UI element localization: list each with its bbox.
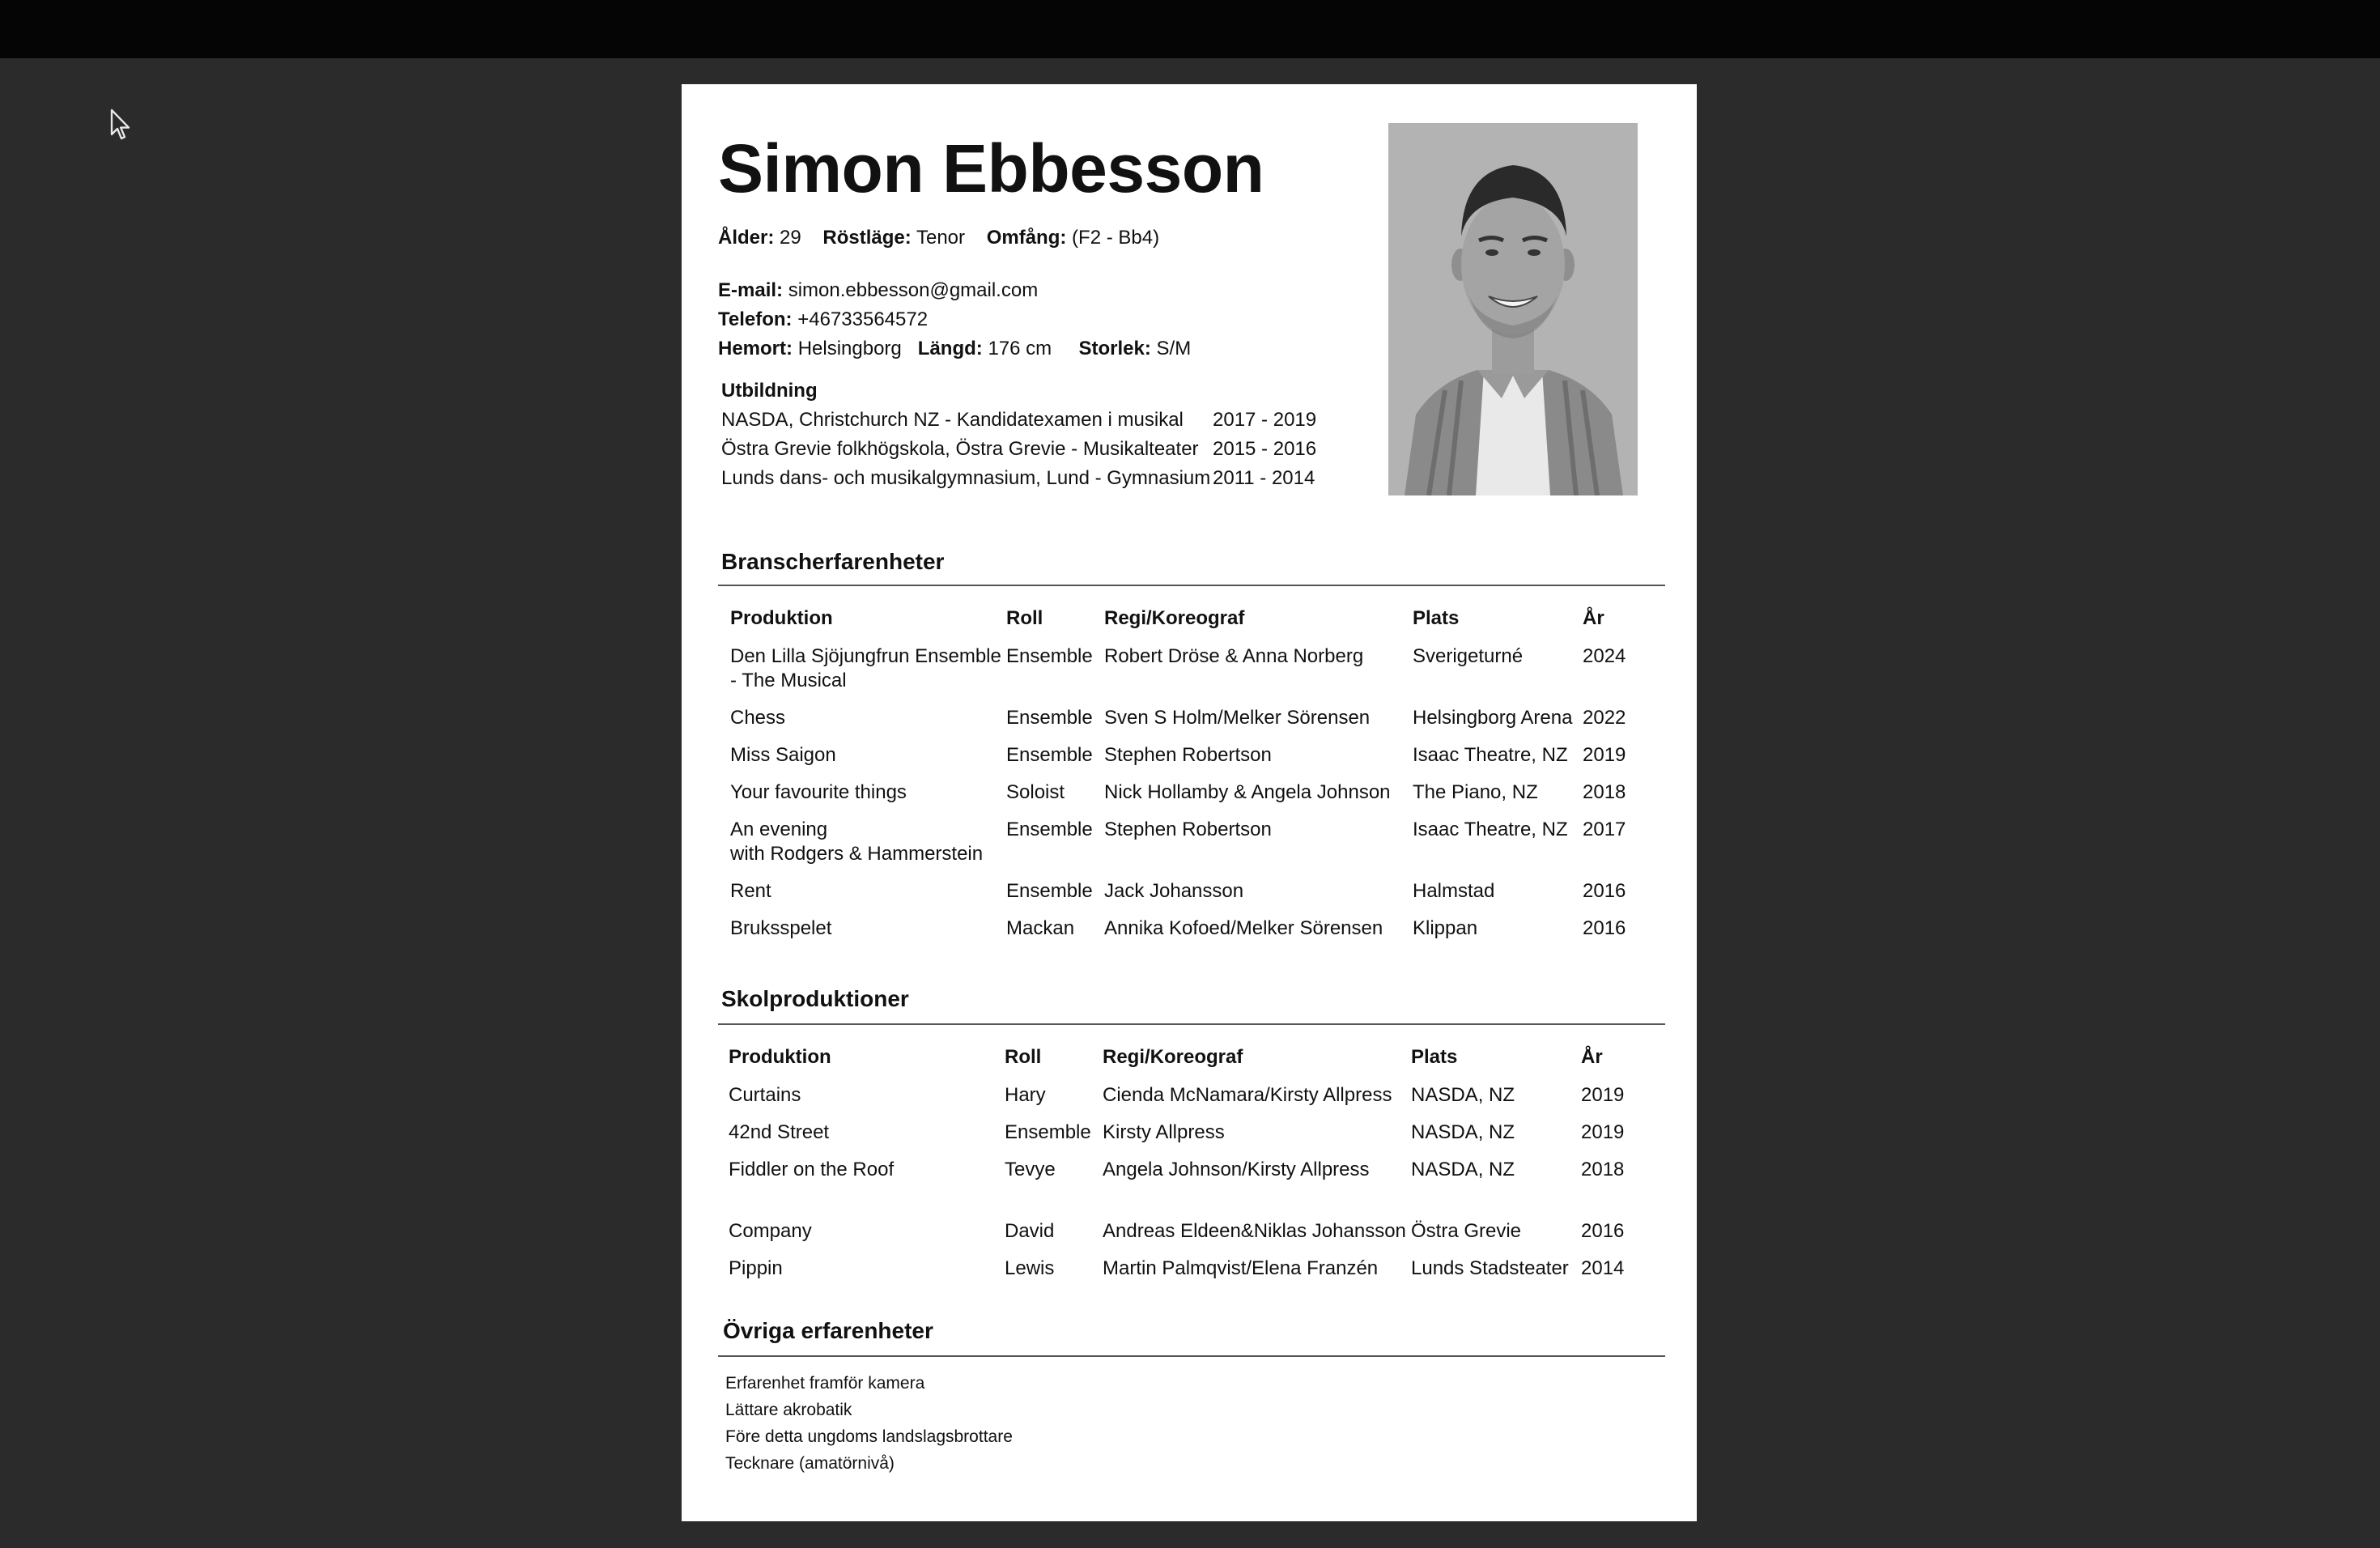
industry-table	[730, 607, 1647, 954]
school-divider	[718, 1023, 1665, 1025]
education-item: Östra Grevie folkhögskola, Östra Grevie - Musikalteater	[721, 438, 1199, 460]
email-value: simon.ebbesson@gmail.com	[788, 279, 1039, 301]
portrait-photo	[1388, 123, 1638, 495]
education-years: 2017 - 2019	[1213, 409, 1317, 431]
age-value: 29	[780, 227, 801, 249]
column-header-venue: Plats	[1411, 1046, 1458, 1068]
personal-details-line: Ålder: 29 Röstläge: Tenor Omfång: (F2 - Bb4)	[718, 227, 1160, 249]
column-header-production: Produktion	[729, 1046, 831, 1068]
table-header-row	[730, 607, 1647, 644]
cv-document-page	[682, 84, 1697, 1521]
column-header-role: Roll	[1005, 1046, 1042, 1068]
table-row: Pippin Lewis Martin Palmqvist/Elena Franzén Lunds Stadsteater 2014	[729, 1257, 1625, 1279]
table-row: Chess Ensemble Sven S Holm/Melker Sörensen Helsingborg Arena 2022	[730, 707, 1626, 729]
education-title: Utbildning	[721, 380, 818, 402]
column-header-year: År	[1581, 1046, 1603, 1068]
mouse-cursor-icon	[110, 108, 133, 141]
email-line: E-mail: simon.ebbesson@gmail.com	[718, 279, 1039, 301]
other-experience-list	[725, 1370, 1013, 1477]
table-row: Miss Saigon Ensemble Stephen Robertson Isaac Theatre, NZ 2019	[730, 744, 1626, 766]
education-item: NASDA, Christchurch NZ - Kandidatexamen i musikal	[721, 409, 1184, 431]
voice-type-value: Tenor	[916, 227, 966, 249]
education-years: 2015 - 2016	[1213, 438, 1317, 460]
column-header-production: Produktion	[730, 607, 833, 629]
other-section-title: Övriga erfarenheter	[723, 1318, 933, 1343]
list-item: Före detta ungdoms landslagsbrottare	[725, 1427, 1013, 1446]
table-row: Your favourite things Soloist Nick Hollamby & Angela Johnson The Piano, NZ 2018	[730, 781, 1626, 803]
table-row: Curtains Hary Cienda McNamara/Kirsty Allpress NASDA, NZ 2019	[729, 1084, 1625, 1106]
table-row: Den Lilla Sjöjungfrun Ensemble - The Musical Ensemble Robert Dröse & Anna Norberg Sverigeturné 2024	[730, 645, 1626, 691]
column-header-venue: Plats	[1413, 607, 1460, 629]
column-header-role: Roll	[1006, 607, 1043, 629]
table-row: Bruksspelet Mackan Annika Kofoed/Melker Sörensen Klippan 2016	[730, 917, 1626, 939]
column-header-director: Regi/Koreograf	[1103, 1046, 1243, 1068]
cv-name: Simon Ebbesson	[718, 130, 1264, 206]
phone-value: +46733564572	[797, 308, 929, 330]
table-row: Company David Andreas Eldeen&Niklas Johansson Östra Grevie 2016	[729, 1220, 1625, 1242]
list-item: Tecknare (amatörnivå)	[725, 1454, 895, 1473]
school-section-title: Skolproduktioner	[721, 986, 909, 1011]
hometown-line: Hemort: Helsingborg Längd: 176 cm Storlek: S/M	[718, 338, 1192, 359]
table-row: Rent Ensemble Jack Johansson Halmstad 2016	[730, 880, 1626, 902]
list-item: Lättare akrobatik	[725, 1401, 852, 1419]
vocal-range-value: (F2 - Bb4)	[1072, 227, 1160, 249]
viewer-top-bar	[0, 0, 2380, 58]
table-row: 42nd Street Ensemble Kirsty Allpress NASDA, NZ 2019	[729, 1121, 1625, 1143]
phone-line: Telefon: +46733564572	[718, 308, 929, 330]
size-value: S/M	[1156, 338, 1192, 359]
height-value: 176 cm	[988, 338, 1052, 359]
school-table	[729, 1046, 1646, 1294]
industry-divider	[718, 585, 1665, 586]
table-row: Fiddler on the Roof Tevye Angela Johnson/Kirsty Allpress NASDA, NZ 2018	[729, 1159, 1625, 1180]
hometown-value: Helsingborg	[797, 338, 902, 359]
column-header-director: Regi/Koreograf	[1104, 607, 1245, 629]
other-divider	[718, 1355, 1665, 1357]
industry-section-title: Branscherfarenheter	[721, 549, 945, 574]
table-header-row	[729, 1046, 1646, 1083]
education-item: Lunds dans- och musikalgymnasium, Lund - Gymnasium	[721, 467, 1211, 489]
education-years: 2011 - 2014	[1213, 467, 1315, 489]
column-header-year: År	[1583, 607, 1604, 629]
list-item: Erfarenhet framför kamera	[725, 1374, 925, 1393]
table-row: An evening with Rodgers & Hammerstein Ensemble Stephen Robertson Isaac Theatre, NZ 2017	[730, 819, 1626, 865]
